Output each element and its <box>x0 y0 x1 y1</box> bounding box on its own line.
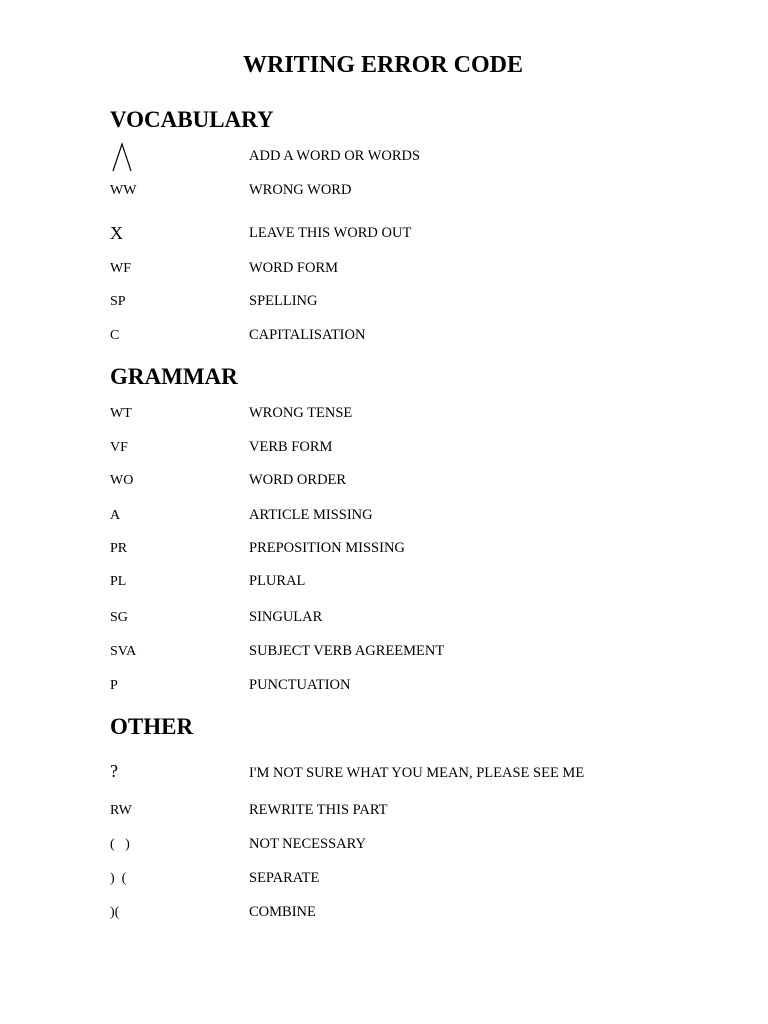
section-heading-other: OTHER <box>110 714 194 739</box>
vocabulary-desc-wrong-word: WRONG WORD <box>249 182 352 198</box>
grammar-desc-wrong-tense: WRONG TENSE <box>249 405 353 421</box>
other-desc-not-necessary: NOT NECESSARY <box>249 836 366 852</box>
other-desc-rewrite: REWRITE THIS PART <box>249 802 388 818</box>
vocabulary-desc-spelling: SPELLING <box>249 293 318 309</box>
grammar-code-wo: WO <box>110 473 134 488</box>
grammar-desc-preposition-missing: PREPOSITION MISSING <box>249 540 405 556</box>
other-desc-separate: SEPARATE <box>249 870 320 886</box>
vocabulary-desc-word-form: WORD FORM <box>249 260 339 276</box>
vocabulary-desc-capitalisation: CAPITALISATION <box>249 327 366 343</box>
other-code-combine: )( <box>110 905 120 920</box>
grammar-code-p: P <box>110 678 118 693</box>
section-heading-grammar: GRAMMAR <box>110 364 238 389</box>
grammar-code-a: A <box>110 508 121 523</box>
grammar-code-sva: SVA <box>110 644 137 659</box>
grammar-desc-singular: SINGULAR <box>249 609 323 625</box>
vocabulary-code-c: C <box>110 328 120 343</box>
other-code-separate: ) ( <box>110 871 127 886</box>
grammar-code-pr: PR <box>110 541 128 556</box>
page-title: WRITING ERROR CODE <box>242 52 524 78</box>
insert-caret-icon <box>110 142 134 172</box>
grammar-code-sg: SG <box>110 610 128 625</box>
grammar-code-vf: VF <box>110 440 128 455</box>
grammar-code-wt: WT <box>110 406 132 421</box>
grammar-desc-punctuation: PUNCTUATION <box>249 677 351 693</box>
grammar-desc-verb-form: VERB FORM <box>249 439 333 455</box>
vocabulary-code-x: X <box>110 223 123 243</box>
other-code-question-mark: ? <box>110 761 118 781</box>
other-code-rw: RW <box>110 803 132 818</box>
vocabulary-code-wf: WF <box>110 261 131 276</box>
other-desc-not-sure: I'M NOT SURE WHAT YOU MEAN, PLEASE SEE ME <box>249 765 585 781</box>
grammar-desc-plural: PLURAL <box>249 573 306 589</box>
grammar-desc-word-order: WORD ORDER <box>249 472 347 488</box>
vocabulary-code-sp: SP <box>110 294 126 309</box>
grammar-desc-subject-verb-agreement: SUBJECT VERB AGREEMENT <box>249 643 445 659</box>
other-code-parentheses: ( ) <box>110 837 130 852</box>
vocabulary-desc-leave-out: LEAVE THIS WORD OUT <box>249 225 412 241</box>
grammar-code-pl: PL <box>110 574 127 589</box>
other-desc-combine: COMBINE <box>249 904 316 920</box>
vocabulary-desc-add-word: ADD A WORD OR WORDS <box>249 148 421 164</box>
grammar-desc-article-missing: ARTICLE MISSING <box>249 507 373 523</box>
vocabulary-code-ww: WW <box>110 183 137 198</box>
section-heading-vocabulary: VOCABULARY <box>110 107 274 132</box>
